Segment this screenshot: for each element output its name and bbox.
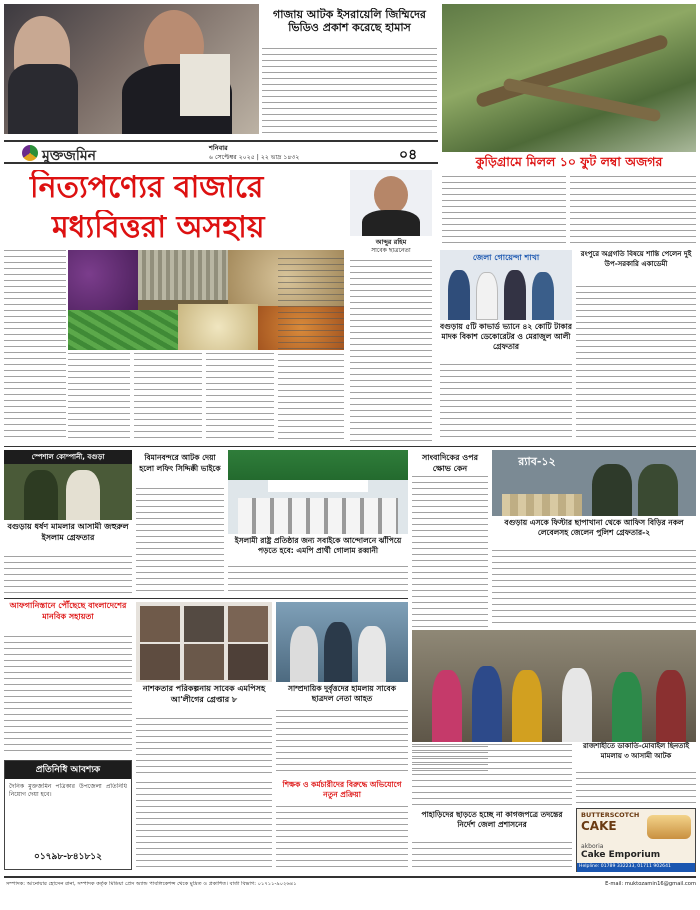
author-photo — [350, 170, 432, 236]
plane-headline: বিমানবন্দরে আটক দেয়া হলো লফিং সিদ্দিক্কী ভাইকে — [139, 453, 221, 473]
hamas-photo — [4, 4, 259, 134]
classified-phone: ০১৭৯৮-৮৪১৮১২ — [33, 852, 102, 862]
hamas-headline: গাজায় আটক ইসরায়েলি জিম্মিদের ভিডিও প্রকাশ করেছে হামাস — [273, 8, 426, 34]
rangpur-headline: রংপুরে অগ্রগতি বিষয়ে শান্তি পেলেন দুই উপ-সরকারি একাডেমী — [580, 250, 692, 268]
advert-flavor: BUTTERSCOTCH — [581, 811, 640, 819]
page-number: ০৪ — [399, 147, 418, 163]
sabotage-body — [136, 718, 272, 778]
advert-name: Cake Emporium — [581, 850, 661, 860]
advert-helpline: Helpline: 01789 332233, 01711 902641 — [579, 864, 671, 869]
cake-advert — [576, 808, 696, 872]
students-body — [276, 710, 408, 776]
islamic-body — [228, 566, 408, 596]
rab-arrest-photo — [4, 450, 132, 520]
lead-body-col5 — [278, 258, 344, 442]
hill-body — [412, 842, 572, 872]
journalist-body-lower — [412, 744, 572, 808]
paper-name: মুক্তজমিন — [42, 148, 97, 164]
rab-arrest-body — [4, 556, 132, 596]
sabotage-photo — [136, 602, 272, 682]
author-name: আব্দুর রহিম — [375, 238, 407, 246]
footer-imprint: সম্পাদক: আনোয়ার হোসেন রানা, সম্পাদক কর্তৃক মিডিয়া প্রেস অ্যান্ড পাবলিকেশন্স থেকে মুদ্রিত ও প্রকাশিত। বার্তা বিভাগ: ০১৭১১-৯০২৬৪১ — [6, 881, 297, 887]
phensidyl-body — [440, 364, 572, 442]
afghan-body — [4, 636, 132, 756]
meeting-photo — [228, 450, 408, 534]
detective-banner: জেলা গোয়েন্দা শাখা — [472, 253, 540, 262]
paper-logo-icon — [22, 145, 38, 161]
rab12-label: র‍্যাব-১২ — [518, 455, 556, 468]
classified-box — [4, 760, 132, 870]
detective-photo — [440, 250, 572, 320]
hill-photo — [412, 630, 696, 742]
advert-product: CAKE — [581, 819, 617, 833]
sabotage-headline: নাশকতার পরিকল্পনায় সাবেক এমপিসহ আ'লীগের গ্রেপ্তার ৮ — [142, 684, 266, 704]
lead-body-col2 — [68, 353, 130, 442]
rajshahi-body — [576, 772, 696, 806]
lead-body-col1 — [4, 250, 66, 442]
students-photo — [276, 602, 408, 682]
teachers-body — [276, 806, 408, 872]
masthead-bar — [4, 140, 438, 164]
hamas-body — [262, 48, 437, 134]
journalist-headline: সাংবাদিকের ওপর ক্ষোভ কেন — [421, 453, 479, 473]
masthead-date: ৬ সেপ্টেম্বর ২০২৫ | ২২ ভাদ্র ১৪৩২ — [209, 154, 300, 161]
lead-body-col4 — [206, 353, 274, 442]
plane-body — [136, 488, 224, 596]
teachers-headline: শিক্ষক ও কর্মচারীদের বিরুদ্ধে অভিযোগে নতুন প্রক্রিয়া — [282, 780, 402, 799]
afghan-headline: আফগানিস্তানে পৌঁছেছে বাংলাদেশের মানবিক সহায়তা — [9, 601, 127, 621]
lead-body-col6 — [350, 260, 432, 442]
footer-email: E-mail: muktozamin16@gmail.com — [605, 881, 696, 887]
advert-brand: akboria — [581, 843, 604, 850]
author-role: সাবেক ছাত্রনেতা — [371, 247, 411, 254]
python-body-col2 — [570, 176, 696, 244]
counterfeit-headline: বগুড়ায় এসকে ফিস্টার ছাপাখানা থেকে আফিস বিড়ির নকল লেবেলসহ জেলেন পুলিশ গ্রেফতার-২ — [504, 518, 684, 537]
rangpur-body — [576, 286, 696, 442]
islamic-headline: ইসলামী রাষ্ট্র প্রতিষ্ঠার জন্য সবাইকে আন্দোলনে ঝাঁপিয়ে পড়তে হবে: এমপি প্রার্থী গোলাম রব্বানী — [234, 536, 402, 555]
lead-body-col3 — [134, 353, 202, 442]
python-body-col1 — [442, 176, 566, 244]
python-photo — [442, 4, 696, 152]
students-headline: সাম্প্রদায়িক দুর্বৃত্তদের হামলায় সাবেক ছাত্রদল নেতা আহত — [288, 684, 396, 703]
counterfeit-photo — [492, 450, 696, 516]
classified-body: দৈনিক মুক্তজমিন পত্রিকার উপজেলা প্রতিনিধি নিয়োগ দেয়া হবে। — [9, 783, 127, 798]
hill-headline: পাহাড়িদের ছাড়তে হচ্ছে না কাগজপত্রে তদন্তের নির্দেশ জেলা প্রশাসনের — [421, 810, 563, 829]
phensidyl-headline: বগুড়ায় ৫টি কাভার্ড ভ্যানে ৪২ কোটি টাকার মাদক বিকাশ ডেকোরেটর ও মেরাজুল আলী গ্রেফতার — [440, 322, 572, 351]
lead-headline-line1: নিত্যপণ্যের বাজারে — [30, 170, 264, 205]
classified-title: প্রতিনিধি আবশ্যক — [35, 765, 101, 775]
python-headline: কুড়িগ্রামে মিলল ১০ ফুট লম্বা অজগর — [475, 154, 663, 169]
counterfeit-body — [492, 550, 696, 626]
rab-label: স্পেশাল কোম্পানী, বগুড়া — [31, 453, 105, 461]
sabotage-body-lower — [136, 782, 272, 872]
masthead-day: শনিবার — [209, 144, 228, 152]
rab-arrest-headline: বগুড়ায় ধর্ষণ মামলার আসামী জহুরুল ইসলাম গ্রেফতার — [7, 522, 129, 542]
cake-icon — [647, 815, 691, 839]
lead-headline-line2: মধ্যবিত্তরা অসহায় — [52, 210, 265, 245]
rajshahi-headline: রাজশাহীতে ডাকাতি-মোবাইল ছিনতাই মামলায় ৩ আসামী আটক — [582, 742, 690, 760]
